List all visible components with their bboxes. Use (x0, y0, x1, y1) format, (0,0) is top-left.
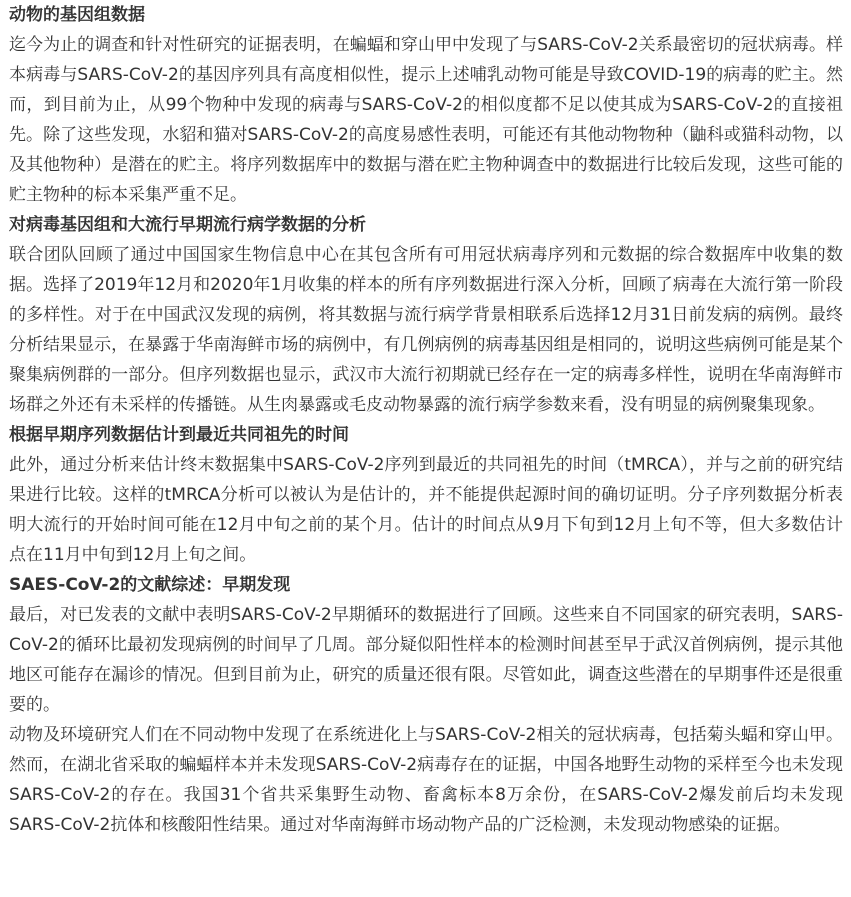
section-paragraph: 此外，通过分析来估计终末数据集中SARS-CoV-2序列到最近的共同祖先的时间（tMRCA），并与之前的研究结果进行比较。这样的tMRCA分析可以被认为是估计的，并不能提供起源时间的确切证明。分子序列数据分析表明大流行的开始时间可能在12月中旬之前的某个月。估计的时间点从9月下旬到12月上旬不等，但大多数估计点在11月中旬到12月上旬之间。 (9, 455, 843, 565)
section-animal-genome (9, 0, 843, 210)
section-virus-genome-analysis (9, 210, 843, 420)
section-paragraph: 最后，对已发表的文献中表明SARS-CoV-2早期循环的数据进行了回顾。这些来自不同国家的研究表明，SARS-CoV-2的循环比最初发现病例的时间早了几周。部分疑似阳性样本的检测时间甚至早于武汉首例病例，提示其他地区可能存在漏诊的情况。但到目前为止，研究的质量还很有限。尽管如此，调查这些潜在的早期事件还是很重要的。 (9, 605, 843, 715)
section-heading: SAES-CoV-2的文献综述：早期发现 (9, 575, 291, 595)
section-heading: 对病毒基因组和大流行早期流行病学数据的分析 (9, 215, 366, 235)
section-paragraph: 联合团队回顾了通过中国国家生物信息中心在其包含所有可用冠状病毒序列和元数据的综合数据库中收集的数据。选择了2019年12月和2020年1月收集的样本的所有序列数据进行深入分析，回顾了病毒在大流行第一阶段的多样性。对于在中国武汉发现的病例，将其数据与流行病学背景相联系后选择12月31日前发病的病例。最终分析结果显示，在暴露于华南海鲜市场的病例中，有几例病例的病毒基因组是相同的，说明这些病例可能是某个聚集病例群的一部分。但序列数据也显示，武汉市大流行初期就已经存在一定的病毒多样性，说明在华南海鲜市场群之外还有未采样的传播链。从生肉暴露或毛皮动物暴露的流行病学参数来看，没有明显的病例聚集现象。 (9, 245, 843, 415)
section-paragraph: 迄今为止的调查和针对性研究的证据表明，在蝙蝠和穿山甲中发现了与SARS-CoV-2关系最密切的冠状病毒。样本病毒与SARS-CoV-2的基因序列具有高度相似性，提示上述哺乳动物可能是导致COVID-19的病毒的贮主。然而，到目前为止，从99个物种中发现的病毒与SARS-CoV-2的相似度都不足以使其成为SARS-CoV-2的直接祖先。除了这些发现，水貂和猫对SARS-CoV-2的高度易感性表明，可能还有其他动物物种（鼬科或猫科动物，以及其他物种）是潜在的贮主。将序列数据库中的数据与潜在贮主物种调查中的数据进行比较后发现，这些可能的贮主物种的标本采集严重不足。 (9, 35, 843, 205)
section-heading: 根据早期序列数据估计到最近共同祖先的时间 (9, 425, 349, 445)
section-literature-review (9, 570, 843, 840)
section-heading: 动物的基因组数据 (9, 5, 145, 25)
section-paragraph: 动物及环境研究人们在不同动物中发现了在系统进化上与SARS-CoV-2相关的冠状病毒，包括菊头蝠和穿山甲。然而，在湖北省采取的蝙蝠样本并未发现SARS-CoV-2病毒存在的证据，中国各地野生动物的采样至今也未发现SARS-CoV-2的存在。我国31个省共采集野生动物、畜禽标本8万余份，在SARS-CoV-2爆发前后均未发现SARS-CoV-2抗体和核酸阳性结果。通过对华南海鲜市场动物产品的广泛检测，未发现动物感染的证据。 (9, 725, 843, 835)
section-tmrca-estimate (9, 420, 843, 570)
